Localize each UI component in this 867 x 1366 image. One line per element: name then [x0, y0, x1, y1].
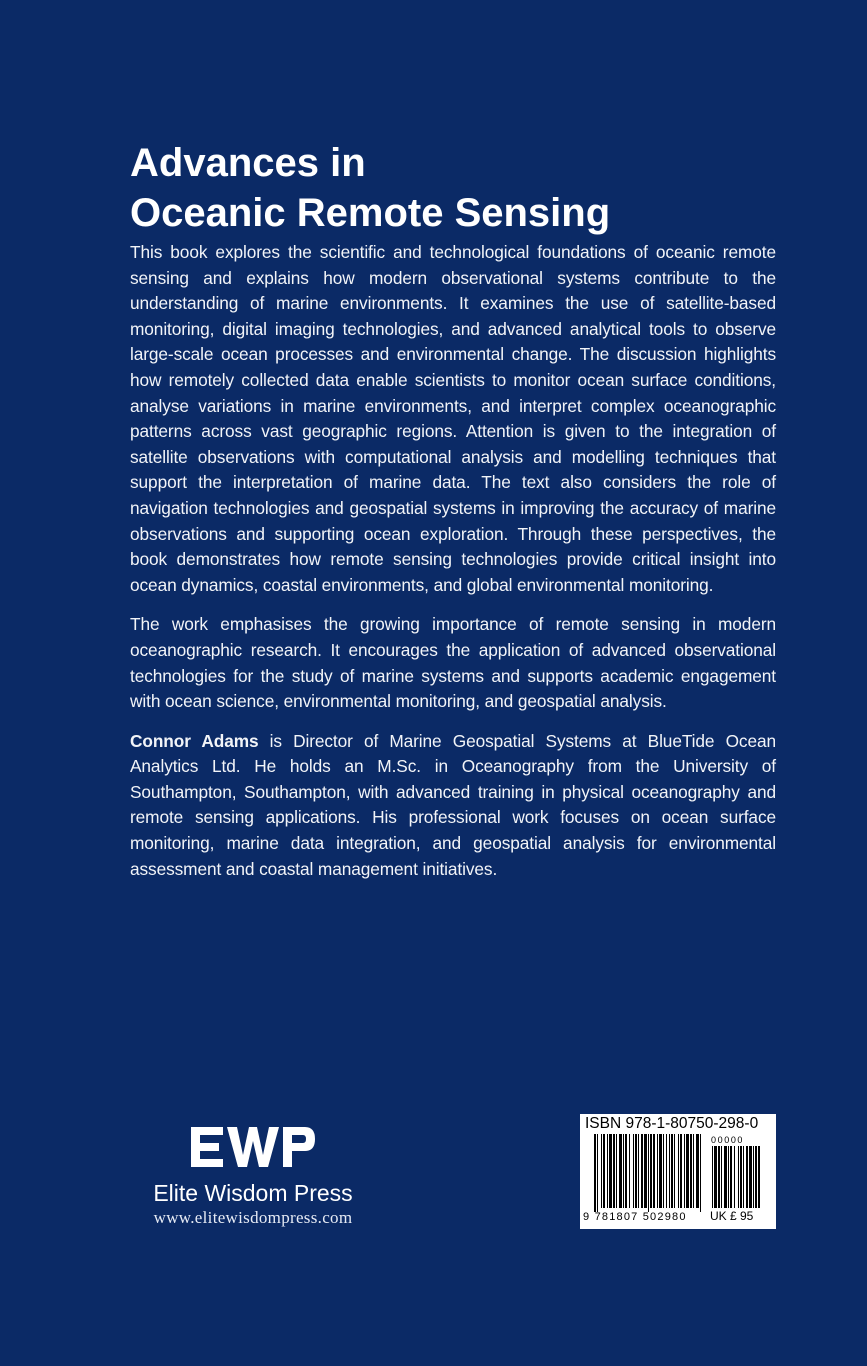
- barcode-bar: [623, 1134, 624, 1208]
- blurb: [130, 240, 776, 896]
- barcode-bar: [619, 1134, 622, 1208]
- barcode-bar: [594, 1134, 596, 1212]
- barcode-bar: [635, 1134, 637, 1208]
- title-line-1: Advances in: [130, 141, 366, 185]
- addon-bar: [758, 1146, 760, 1208]
- addon-bar: [724, 1146, 727, 1208]
- barcode-bar: [700, 1134, 701, 1212]
- barcode-bar: [629, 1134, 630, 1208]
- isbn-label: ISBN 978-1-80750-298-0: [585, 1115, 759, 1132]
- title-line-2: Oceanic Remote Sensing: [130, 191, 611, 235]
- barcode-bar: [690, 1134, 692, 1208]
- barcode-bar: [603, 1134, 605, 1208]
- addon-bar: [714, 1146, 717, 1208]
- price-label: UK £ 95: [710, 1209, 754, 1223]
- barcode-bar: [674, 1134, 675, 1208]
- addon-bar: [718, 1146, 720, 1208]
- author-name: Connor Adams: [130, 730, 259, 751]
- addon-bar: [728, 1146, 729, 1208]
- barcode-bar: [669, 1134, 670, 1208]
- barcode-bar: [644, 1134, 647, 1208]
- barcode-bar: [686, 1134, 689, 1208]
- barcode-bar: [680, 1134, 682, 1208]
- publisher-logo: [189, 1125, 317, 1169]
- barcode-bar: [657, 1134, 658, 1208]
- blurb-paragraph-2: The work emphasises the growing importance of remote sensing in modern oceanographic research. It encourages the application of advanced observational technologies for the study of marine systems and supports academic engagement with ocean science, environmental monitoring, and geospatial analysis.: [130, 614, 776, 712]
- addon-bar: [738, 1146, 739, 1208]
- publisher-block: [128, 1125, 378, 1229]
- addon-bar: [753, 1146, 754, 1208]
- addon-bar: [734, 1146, 735, 1208]
- barcode-bar: [678, 1134, 679, 1208]
- barcode-bar: [659, 1134, 662, 1208]
- barcode-bar: [666, 1134, 667, 1208]
- barcode-bar: [609, 1134, 612, 1208]
- barcode-bar: [663, 1134, 664, 1208]
- publisher-name: Elite Wisdom Press: [153, 1180, 353, 1206]
- addon-digits: 00000: [711, 1135, 745, 1145]
- addon-bar: [749, 1146, 752, 1208]
- barcode-bar: [613, 1134, 615, 1208]
- barcode-bar: [671, 1134, 673, 1208]
- publisher-url: www.elitewisdompress.com: [153, 1208, 353, 1227]
- barcode-bar: [650, 1134, 652, 1208]
- barcode-bar: [696, 1134, 699, 1208]
- book-title: [130, 138, 750, 238]
- barcode-bar: [601, 1134, 602, 1208]
- barcode-bar: [625, 1134, 627, 1208]
- isbn-barcode: [580, 1114, 776, 1229]
- addon-bar: [755, 1146, 757, 1208]
- barcode-bar: [693, 1134, 694, 1208]
- barcode-bar: [653, 1134, 655, 1208]
- addon-bar: [730, 1146, 732, 1208]
- addon-bar: [721, 1146, 722, 1208]
- barcode-bar: [597, 1134, 598, 1212]
- addon-bar: [743, 1146, 744, 1208]
- addon-bar: [740, 1146, 742, 1208]
- barcode-bars: [580, 1134, 776, 1212]
- author-bio-text: is Director of Marine Geospatial Systems at BlueTide Ocean Analytics Ltd. He holds an M.Sc. in Oceanography from the University of Southampton, Southampton, with advanced training in physical oceanography and remote sensing applications. His professional work focuses on ocean surface monitoring, marine data integration, and geospatial analysis for environmental assessment and coastal management initiatives.: [130, 730, 776, 879]
- author-bio: [130, 729, 776, 883]
- barcode-bar: [638, 1134, 639, 1208]
- addon-bar: [712, 1146, 713, 1208]
- barcode-bar: [648, 1134, 649, 1212]
- addon-bar: [746, 1146, 748, 1208]
- barcode-bar: [633, 1134, 634, 1208]
- ean-digits: 9 781807 502980: [583, 1211, 687, 1223]
- barcode-bar: [684, 1134, 685, 1208]
- barcode-bar: [641, 1134, 643, 1208]
- blurb-paragraph-1: This book explores the scientific and technological foundations of oceanic remote sensing and explains how modern observational systems contribute to the understanding of marine environments. It examines the use of satellite-based monitoring, digital imaging technologies, and advanced analytical tools to observe large-scale ocean processes and environmental change. The discussion highlights how remotely collected data enable scientists to monitor ocean surface conditions, analyse variations in marine environments, and interpret complex oceanographic patterns across vast geographic regions. Attention is given to the integration of satellite observations with computational analysis and modelling techniques that support the interpretation of marine data. The text also considers the role of navigation technologies and geospatial systems in improving the accuracy of marine observations and supporting ocean exploration. Through these perspectives, the book demonstrates how remote sensing technologies provide critical insight into ocean dynamics, coastal environments, and global environmental monitoring.: [130, 242, 776, 595]
- barcode-bar: [607, 1134, 608, 1208]
- barcode-bar: [616, 1134, 617, 1208]
